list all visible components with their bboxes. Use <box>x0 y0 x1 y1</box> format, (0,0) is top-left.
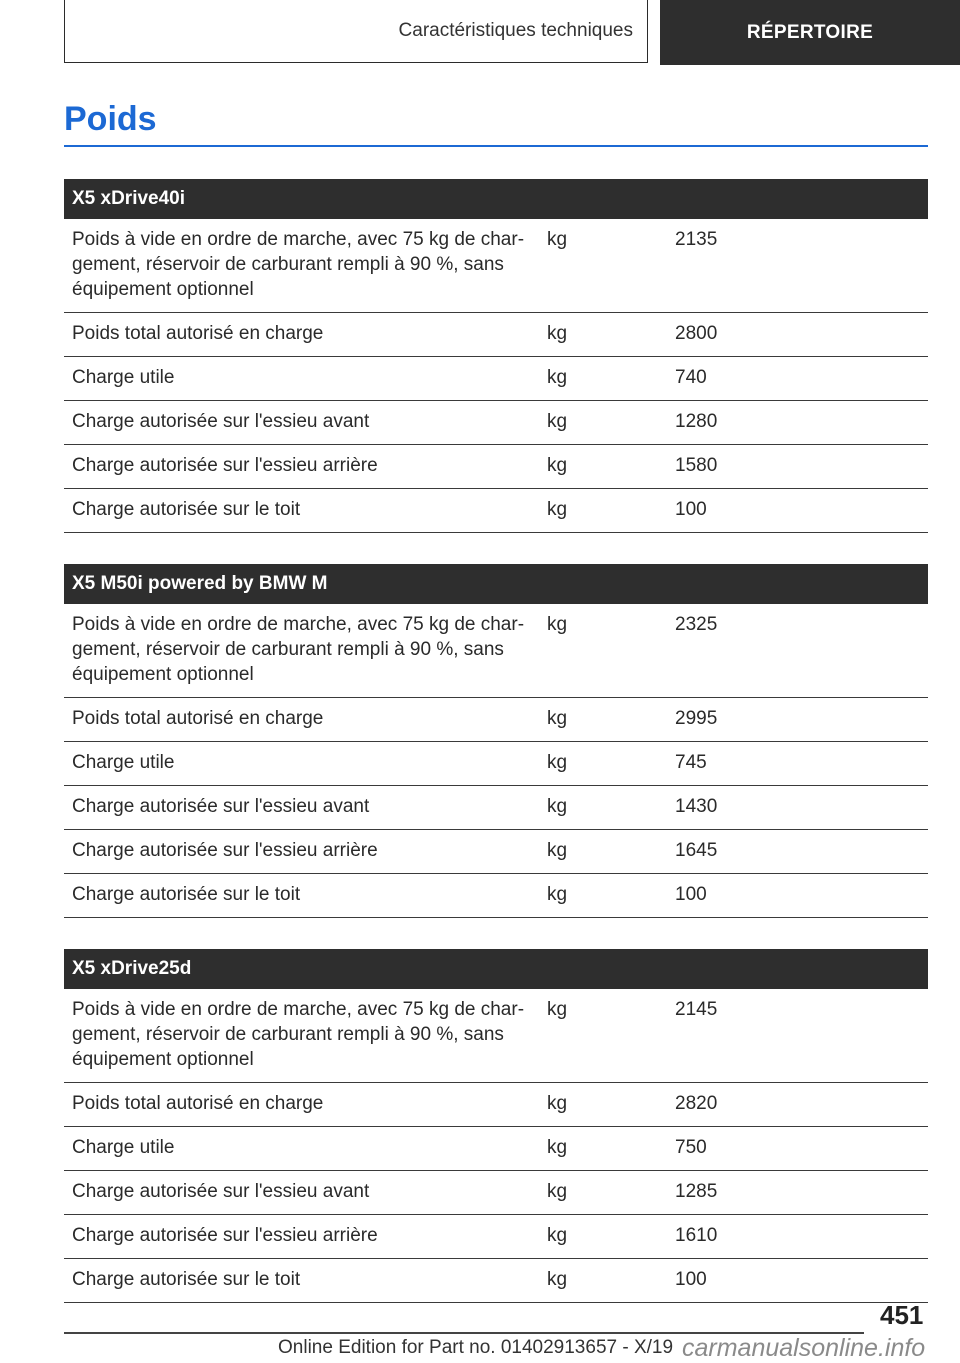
row-label: Charge autorisée sur l'essieu arrière <box>64 445 539 489</box>
row-label: Poids à vide en ordre de marche, avec 75 kg de char- gement, réservoir de carburant rempli à 90 %, sans équipement optionnel <box>64 604 539 698</box>
table-row <box>64 219 928 313</box>
row-label: Charge autorisée sur l'essieu arrière <box>64 830 539 874</box>
weights-table <box>64 179 928 533</box>
page-title: Poids <box>64 100 157 138</box>
row-value: 740 <box>667 357 928 401</box>
row-label: Poids total autorisé en charge <box>64 313 539 357</box>
table-row <box>64 604 928 698</box>
table-row <box>64 1259 928 1303</box>
row-unit: kg <box>539 1127 667 1171</box>
table-row <box>64 786 928 830</box>
row-unit: kg <box>539 489 667 533</box>
row-label: Poids à vide en ordre de marche, avec 75 kg de char- gement, réservoir de carburant rempli à 90 %, sans équipement optionnel <box>64 219 539 313</box>
row-label: Charge autorisée sur l'essieu avant <box>64 786 539 830</box>
row-unit: kg <box>539 219 667 313</box>
table-row <box>64 1215 928 1259</box>
row-value: 745 <box>667 742 928 786</box>
row-value: 750 <box>667 1127 928 1171</box>
row-value: 1430 <box>667 786 928 830</box>
table-row <box>64 989 928 1083</box>
table-row <box>64 742 928 786</box>
row-value: 100 <box>667 489 928 533</box>
row-value: 1580 <box>667 445 928 489</box>
row-value: 2800 <box>667 313 928 357</box>
row-label: Charge autorisée sur le toit <box>64 489 539 533</box>
weights-tables <box>64 179 928 1334</box>
weights-table <box>64 564 928 918</box>
row-value: 2995 <box>667 698 928 742</box>
row-label: Poids à vide en ordre de marche, avec 75 kg de char- gement, réservoir de carburant rempli à 90 %, sans équipement optionnel <box>64 989 539 1083</box>
model-header: X5 xDrive25d <box>64 949 928 989</box>
row-unit: kg <box>539 401 667 445</box>
row-unit: kg <box>539 1083 667 1127</box>
table-row <box>64 830 928 874</box>
row-value: 1645 <box>667 830 928 874</box>
row-value: 1280 <box>667 401 928 445</box>
row-value: 1610 <box>667 1215 928 1259</box>
page-number: 451 <box>880 1300 924 1330</box>
row-label: Charge autorisée sur le toit <box>64 874 539 918</box>
row-value: 100 <box>667 1259 928 1303</box>
row-unit: kg <box>539 1259 667 1303</box>
table-row <box>64 313 928 357</box>
row-unit: kg <box>539 830 667 874</box>
table-row <box>64 874 928 918</box>
edition-text: Online Edition for Part no. 01402913657 - X/19 <box>278 1337 674 1358</box>
row-label: Charge autorisée sur l'essieu arrière <box>64 1215 539 1259</box>
row-label: Charge utile <box>64 742 539 786</box>
row-unit: kg <box>539 1171 667 1215</box>
weights-table <box>64 949 928 1303</box>
row-unit: kg <box>539 989 667 1083</box>
row-unit: kg <box>539 357 667 401</box>
model-header: X5 M50i powered by BMW M <box>64 564 928 604</box>
row-unit: kg <box>539 742 667 786</box>
table-row <box>64 401 928 445</box>
row-label: Poids total autorisé en charge <box>64 698 539 742</box>
row-value: 2325 <box>667 604 928 698</box>
row-value: 100 <box>667 874 928 918</box>
row-unit: kg <box>539 1215 667 1259</box>
row-value: 2820 <box>667 1083 928 1127</box>
row-label: Charge utile <box>64 357 539 401</box>
row-label: Charge utile <box>64 1127 539 1171</box>
row-unit: kg <box>539 698 667 742</box>
row-value: 2145 <box>667 989 928 1083</box>
row-value: 2135 <box>667 219 928 313</box>
table-row <box>64 357 928 401</box>
table-row <box>64 698 928 742</box>
table-row <box>64 445 928 489</box>
row-label: Charge autorisée sur le toit <box>64 1259 539 1303</box>
tab-section-title[interactable]: Caractéristiques techniques <box>64 0 648 63</box>
row-unit: kg <box>539 786 667 830</box>
row-unit: kg <box>539 874 667 918</box>
watermark: carmanualsonline.info <box>682 1334 926 1362</box>
row-unit: kg <box>539 313 667 357</box>
row-label: Poids total autorisé en charge <box>64 1083 539 1127</box>
row-label: Charge autorisée sur l'essieu avant <box>64 401 539 445</box>
row-unit: kg <box>539 445 667 489</box>
model-header: X5 xDrive40i <box>64 179 928 219</box>
title-divider <box>64 145 928 147</box>
table-row <box>64 489 928 533</box>
row-value: 1285 <box>667 1171 928 1215</box>
table-row <box>64 1083 928 1127</box>
table-row <box>64 1171 928 1215</box>
tab-index[interactable]: RÉPERTOIRE <box>660 0 960 65</box>
row-unit: kg <box>539 604 667 698</box>
table-row <box>64 1127 928 1171</box>
row-label: Charge autorisée sur l'essieu avant <box>64 1171 539 1215</box>
page-header <box>64 0 960 66</box>
